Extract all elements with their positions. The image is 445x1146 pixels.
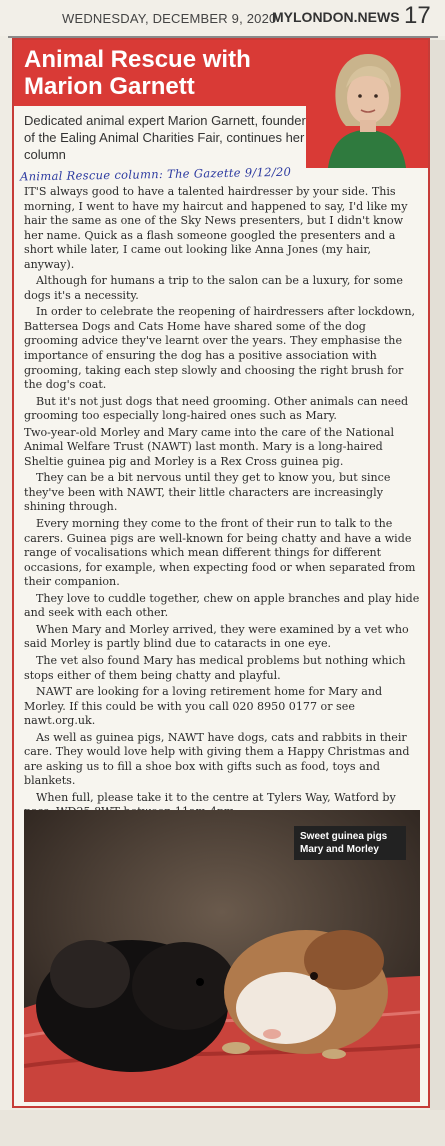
body-paragraph: As well as guinea pigs, NAWT have dogs, cats and rabbits in their care. They would love help with giving them a Happy Christmas and are asking us to fill a shoe box with gifts such as food, toys and blankets. — [24, 730, 410, 788]
body-paragraph: When Mary and Morley arrived, they were examined by a vet who said Morley is partly blind due to cataracts in one eye. — [24, 622, 409, 651]
body-paragraph: In order to celebrate the reopening of hairdressers after lockdown, Battersea Dogs and Cats Home have shared some of the dog grooming advice they've learnt over the years. They emphasise the importance of ensuring the dog has a positive association with grooming, taking each step slowly and choosing the right brush for the dog's coat. — [24, 305, 416, 392]
author-portrait — [306, 42, 428, 168]
column-title: Animal Rescue with Marion Garnett — [24, 46, 251, 100]
page-number: 17 — [404, 2, 431, 29]
article-body — [24, 185, 422, 822]
body-paragraph: The vet also found Mary has medical problems but nothing which stops either of them being chatty and playful. — [24, 653, 406, 682]
body-paragraph: They love to cuddle together, chew on apple branches and play hide and seek with each other. — [24, 591, 420, 620]
masthead — [0, 0, 445, 36]
handwritten-annotation: Animal Rescue column: The Gazette 9/12/20 — [19, 164, 292, 184]
page-bottom-margin — [0, 1110, 445, 1146]
adjacent-page-bleed — [430, 40, 445, 1146]
body-paragraph: Two-year-old Morley and Mary came into the care of the National Animal Welfare Trust (NAWT) last month. Mary is a long-haired Sheltie guinea pig and Morley is a Rex Cross guinea pig. — [24, 425, 395, 468]
photo-caption: Sweet guinea pigs Mary and Morley — [294, 826, 406, 860]
guinea-pigs-photo — [24, 810, 420, 1102]
body-paragraph: When full, please take it to the centre at Tylers Way, Watford by — [36, 790, 396, 804]
body-paragraph: They can be a bit nervous until they get to know you, but since they've been with NAWT, their little characters are increasingly shining through. — [24, 471, 391, 514]
body-paragraph: Every morning they come to the front of their run to talk to the carers. Guinea pigs are well-known for being chatty and have a wide range of vocalisations which mean different things for different occasions, for example, when expecting food or when separated from their companion. — [24, 517, 416, 589]
body-paragraph: Although for humans a trip to the salon can be a luxury, for some dogs it's a necessity. — [24, 274, 403, 302]
body-paragraph: But it's not just dogs that need grooming. Other animals can need grooming too especially long-haired ones such as Mary. — [24, 394, 409, 423]
body-paragraph: IT'S always good to have a talented hairdresser by your side. This morning, I went to have my haircut and happened to say, I'd like my hair the same as one of the Sky News presenters, but I didn't know her name. Quick as a flash someone googled the presenters and a short while later, I came out looking like Anna Jones (my hair, anyway). — [24, 185, 408, 271]
column-standfirst: Dedicated animal expert Marion Garnett, founder of the Ealing Animal Charities Fair, continues her column — [24, 113, 306, 162]
body-paragraph: NAWT are looking for a loving retirement home for Mary and Morley. If this could be with you call 020 8950 0177 or see nawt.org.uk. — [24, 685, 383, 728]
article-column — [12, 38, 430, 1108]
publication-brand: MYLONDON.NEWS — [272, 9, 400, 25]
issue-date: WEDNESDAY, DECEMBER 9, 2020 — [62, 11, 277, 26]
